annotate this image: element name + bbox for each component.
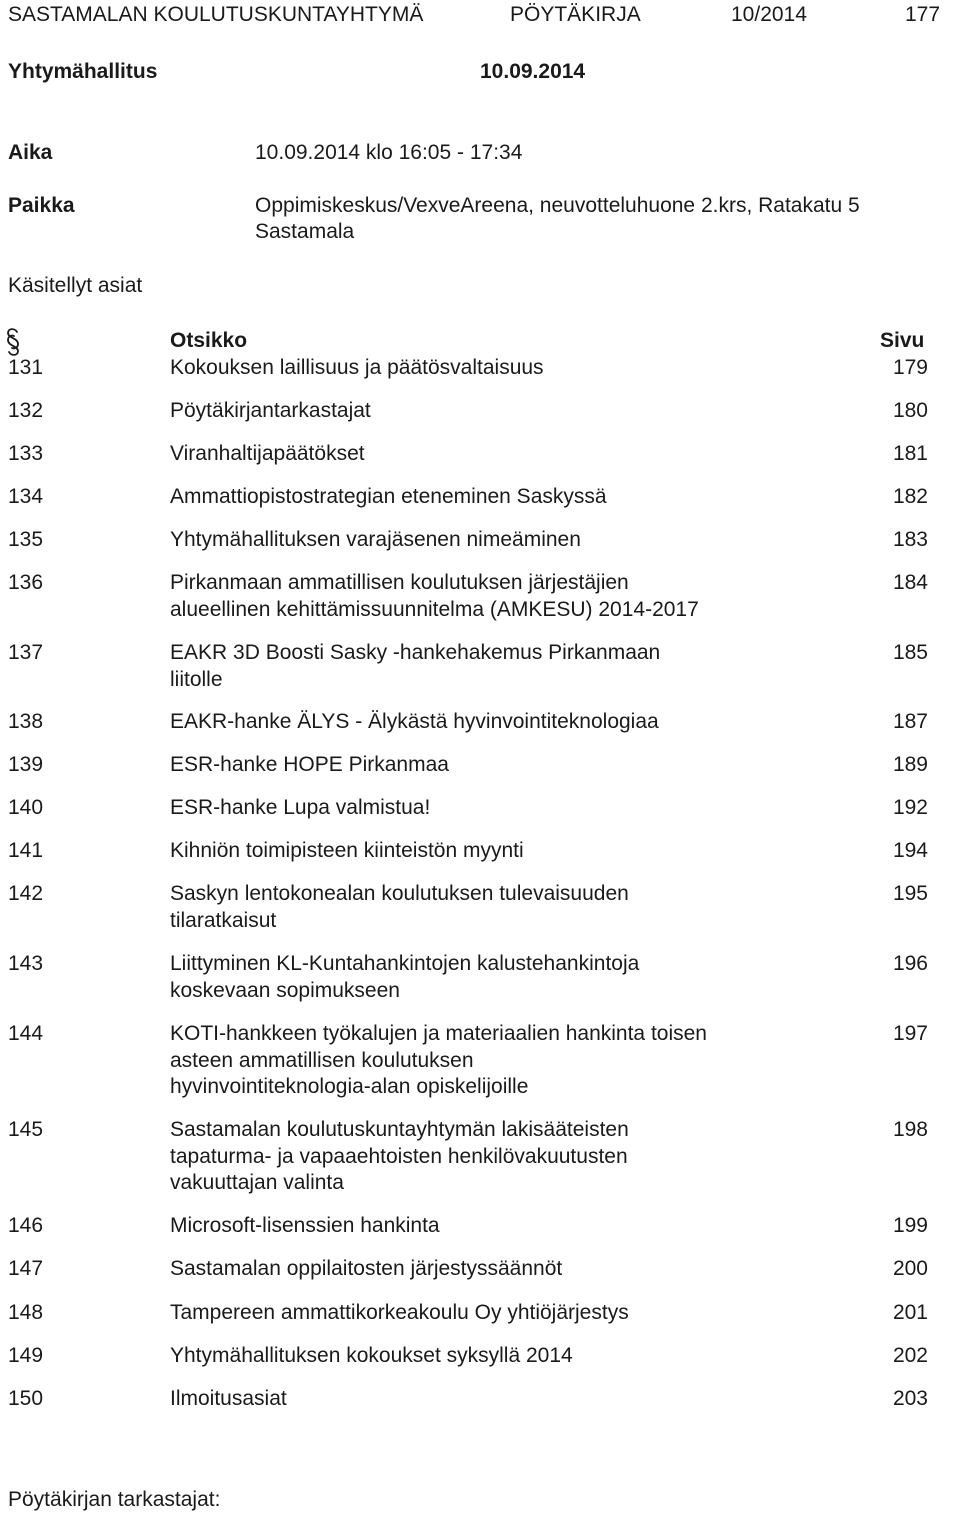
agenda-row-number: 134	[8, 485, 44, 508]
agenda-row-title	[170, 570, 770, 623]
agenda-row-number: 144	[8, 1022, 44, 1045]
document-type: PÖYTÄKIRJA	[510, 3, 641, 26]
agenda-row-number: 136	[8, 571, 44, 594]
agenda-row-title	[170, 1256, 770, 1283]
items-heading: Käsitellyt asiat	[8, 274, 143, 297]
agenda-row-title-line: Kihniön toimipisteen kiinteistön myynti	[170, 839, 524, 862]
place-value-line1: Oppimiskeskus/VexveAreena, neuvotteluhuone 2.krs, Ratakatu 5	[255, 194, 860, 217]
place-value-line2: Sastamala	[255, 220, 355, 243]
agenda-row-page: 195	[892, 882, 928, 905]
agenda-row-title-line: Viranhaltijapäätökset	[170, 442, 365, 465]
agenda-row-title-line: KOTI-hankkeen työkalujen ja materiaalien hankinta toisen	[170, 1022, 707, 1045]
document-number: 10/2014	[731, 3, 807, 26]
column-header-title: Otsikko	[170, 329, 248, 352]
agenda-row-title-line: Pirkanmaan ammatillisen koulutuksen järjestäjien	[170, 571, 629, 594]
agenda-row-title-line: vakuuttajan valinta	[170, 1171, 344, 1194]
agenda-row-title-line: Ammattiopistostrategian eteneminen Saskyssä	[170, 485, 607, 508]
agenda-row-title-line: ESR-hanke HOPE Pirkanmaa	[170, 753, 449, 776]
agenda-row-title	[170, 709, 770, 736]
meeting-date: 10.09.2014	[480, 60, 586, 83]
agenda-row-page: 181	[892, 442, 928, 465]
agenda-row-title-line: liitolle	[170, 667, 223, 691]
agenda-row-title-line: Saskyn lentokonealan koulutuksen tulevaisuuden	[170, 882, 629, 905]
agenda-row-title	[170, 881, 770, 934]
agenda-row-number: 132	[8, 399, 44, 422]
agenda-row-page: 189	[892, 753, 928, 776]
agenda-row-title-line: EAKR-hanke ÄLYS - Älykästä hyvinvointiteknologiaa	[170, 710, 659, 733]
agenda-row-title	[170, 441, 770, 468]
agenda-row-number: 131	[8, 356, 44, 379]
agenda-row-title-line: hyvinvointiteknologia-alan opiskelijoille	[170, 1075, 529, 1098]
agenda-row-title	[170, 1343, 770, 1370]
agenda-row-title-line: Microsoft-lisenssien hankinta	[170, 1214, 440, 1237]
agenda-row-page: 187	[892, 710, 928, 733]
agenda-row-title-line: Tampereen ammattikorkeakoulu Oy yhtiöjärjestys	[170, 1301, 629, 1324]
agenda-row-title-line: Pöytäkirjantarkastajat	[170, 399, 371, 422]
agenda-row-page: 199	[892, 1214, 928, 1237]
agenda-row-number: 149	[8, 1344, 44, 1367]
agenda-row-page: 198	[892, 1118, 928, 1141]
agenda-row-page: 183	[892, 528, 928, 551]
agenda-row-title-line: Yhtymähallituksen varajäsenen nimeäminen	[170, 528, 581, 551]
agenda-row-number: 143	[8, 952, 44, 975]
agenda-row-page: 197	[892, 1022, 928, 1045]
agenda-row-title-line: Sastamalan oppilaitosten järjestyssäännöt	[170, 1257, 563, 1280]
agenda-row-title-line: koskevaan sopimukseen	[170, 978, 400, 1002]
time-label: Aika	[8, 141, 53, 164]
agenda-row-title	[170, 355, 770, 382]
agenda-row-title-line: alueellinen kehittämissuunnitelma (AMKESU) 2014-2017	[170, 597, 699, 621]
agenda-row-number: 146	[8, 1214, 44, 1237]
agenda-row-number: 133	[8, 442, 44, 465]
agenda-row-number: 139	[8, 753, 44, 776]
agenda-row-title	[170, 398, 770, 425]
column-header-page: Sivu	[880, 329, 925, 352]
agenda-row-title	[170, 484, 770, 511]
agenda-row-page: 202	[892, 1344, 928, 1367]
agenda-row-title	[170, 527, 770, 554]
agenda-row-title	[170, 1300, 770, 1327]
agenda-row-page: 201	[892, 1301, 928, 1324]
agenda-row-title-line: Kokouksen laillisuus ja päätösvaltaisuus	[170, 356, 544, 379]
agenda-row-page: 194	[892, 839, 928, 862]
agenda-row-page: 179	[892, 356, 928, 379]
agenda-row-number: 135	[8, 528, 44, 551]
agenda-row-title	[170, 752, 770, 779]
agenda-row-number: 138	[8, 710, 44, 733]
agenda-row-title	[170, 1117, 770, 1197]
page-number: 177	[905, 3, 941, 26]
agenda-row-title-line: asteen ammatillisen koulutuksen	[170, 1048, 474, 1072]
agenda-row-page: 192	[892, 796, 928, 819]
agenda-row-title-line: EAKR 3D Boosti Sasky -hankehakemus Pirkanmaan	[170, 641, 661, 664]
agenda-row-number: 147	[8, 1257, 44, 1280]
agenda-row-title-line: tilaratkaisut	[170, 908, 277, 932]
agenda-row-page: 184	[892, 571, 928, 594]
agenda-row-page: 185	[892, 641, 928, 664]
agenda-row-title	[170, 1021, 770, 1101]
organization-name: SASTAMALAN KOULUTUSKUNTAYHTYMÄ	[8, 3, 424, 26]
agenda-row-number: 142	[8, 882, 44, 905]
agenda-row-title	[170, 795, 770, 822]
agenda-row-title	[170, 1213, 770, 1240]
agenda-row-title-line: ESR-hanke Lupa valmistua!	[170, 796, 431, 819]
agenda-row-page: 180	[892, 399, 928, 422]
agenda-row-title-line: Sastamalan koulutuskuntayhtymän lakisääteisten	[170, 1118, 629, 1141]
agenda-row-title-line: Yhtymähallituksen kokoukset syksyllä 2014	[170, 1344, 573, 1367]
agenda-row-title-line: Liittyminen KL-Kuntahankintojen kalustehankintoja	[170, 952, 640, 975]
agenda-row-number: 150	[8, 1387, 44, 1410]
agenda-row-title-line: Ilmoitusasiat	[170, 1387, 287, 1410]
section-sign-icon	[5, 326, 21, 358]
agenda-row-number: 148	[8, 1301, 44, 1324]
agenda-row-number: 145	[8, 1118, 44, 1141]
agenda-row-page: 182	[892, 485, 928, 508]
agenda-row-number: 141	[8, 839, 44, 862]
agenda-row-title	[170, 838, 770, 865]
time-value: 10.09.2014 klo 16:05 - 17:34	[255, 141, 523, 164]
agenda-row-page: 196	[892, 952, 928, 975]
agenda-row-page: 200	[892, 1257, 928, 1280]
place-label: Paikka	[8, 194, 75, 217]
agenda-row-title	[170, 1386, 770, 1413]
agenda-row-title-line: tapaturma- ja vapaaehtoisten henkilövakuutusten	[170, 1144, 628, 1168]
agenda-row-title	[170, 951, 770, 1004]
agenda-row-number: 140	[8, 796, 44, 819]
agenda-row-number: 137	[8, 641, 44, 664]
governing-body: Yhtymähallitus	[8, 60, 158, 83]
agenda-row-page: 203	[892, 1387, 928, 1410]
agenda-row-title	[170, 640, 770, 693]
reviewers-label: Pöytäkirjan tarkastajat:	[8, 1488, 221, 1511]
